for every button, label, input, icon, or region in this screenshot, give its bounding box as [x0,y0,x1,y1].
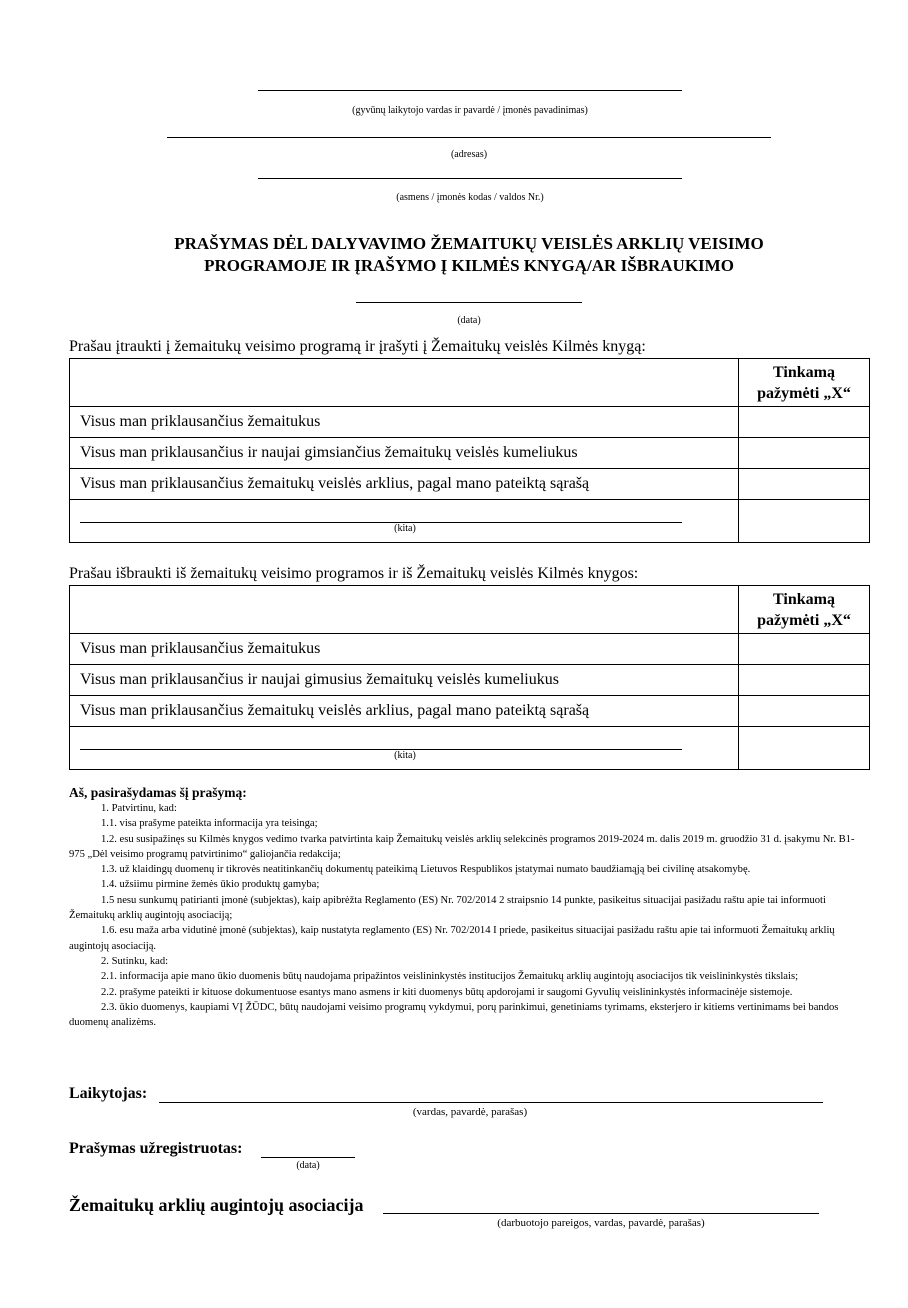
association-signature-line[interactable] [383,1213,819,1214]
declaration-item: 1.5 nesu sunkumų patirianti įmonė (subjektas), kaip apibrėžta Reglamento (ES) Nr. 702/2014 2 straipsnio 14 punkte, pasikeitus situacijai pasižadu raštu apie tai informuoti Žemaitukų arklių augintojų asociaciją; [69,894,826,922]
declaration-item: 1.3. už klaidingų duomenų ir tikrovės neatitinkančių dokumentų pateikimą Lietuvos Respublikos įstatymai numato baudžiamąją bei civilinę atsakomybę. [101,864,751,876]
association-label: Žemaitukų arklių augintojų asociacija [69,1195,364,1215]
holder-name-line[interactable] [258,90,682,91]
include-option-label: Visus man priklausančius žemaitukus [70,407,739,438]
exclude-mark-cell[interactable] [739,665,870,696]
include-mark-cell[interactable] [739,438,870,469]
include-option-label: Visus man priklausančius ir naujai gimsiančius žemaitukų veislės kumeliukus [70,438,739,469]
declaration-item: 2. Sutinku, kad: [101,955,169,967]
include-header-blank [70,359,739,407]
declaration-block [69,784,869,1030]
holder-signature-label: Laikytojas: [69,1085,148,1102]
exclude-table [69,585,870,770]
include-other-cell[interactable] [70,500,739,543]
document-title [60,233,878,277]
exclude-mark-cell[interactable] [739,727,870,770]
include-mark-cell[interactable] [739,407,870,438]
include-table [69,358,870,543]
holder-name-caption: (gyvūnų laikytojo vardas ir pavardė / įmonės pavadinimas) [352,105,588,116]
include-option-label: Visus man priklausančius žemaitukų veislės arklius, pagal mano pateiktą sąrašą [70,469,739,500]
include-mark-cell[interactable] [739,469,870,500]
exclude-mark-cell[interactable] [739,634,870,665]
registered-label: Prašymas užregistruotas: [69,1140,243,1157]
declaration-item: 1.1. visa prašyme pateikta informacija yra teisinga; [101,818,318,830]
registered-date-caption: (data) [296,1160,320,1171]
exclude-other-cell[interactable] [70,727,739,770]
exclude-mark-header [739,586,870,634]
holder-signature-caption: (vardas, pavardė, parašas) [412,1106,528,1118]
mark-header-line-2: pažymėti „X“ [757,611,851,629]
code-line[interactable] [258,178,682,179]
exclude-other-caption: (kita) [394,749,416,761]
exclude-option-label: Visus man priklausančius žemaitukų veislės arklius, pagal mano pateiktą sąrašą [70,696,739,727]
association-signature-caption: (darbuotojo pareigos, vardas, pavardė, parašas) [497,1217,705,1229]
declaration-item: 2.1. informacija apie mano ūkio duomenis būtų naudojama pripažintos veislininkystės institucijos Žemaitukų arklių augintojų asociacijos tik veislininkystės tikslais; [101,971,799,983]
declaration-item: 2.3. ūkio duomenys, kaupiami VĮ ŽŪDC, būtų naudojami veisimo programų vykdymui, porų parinkimui, genetiniams tyrimams, eksterjero ir kitiems vertinimams bei bandos duomenų analizėms. [69,1001,839,1029]
mark-header-line-1: Tinkamą [773,590,835,608]
exclude-header-blank [70,586,739,634]
declaration-item: 2.2. prašyme pateikti ir kituose dokumentuose esantys mano asmens ir kiti duomenys būtų apdorojami ir saugomi Gyvulių veislininkystės informacinėje sistemoje. [101,986,793,998]
exclude-lead: Prašau išbraukti iš žemaitukų veisimo programos ir iš Žemaitukų veislės Kilmės knygos: [69,565,639,582]
exclude-option-label: Visus man priklausančius žemaitukus [70,634,739,665]
title-line-1: PRAŠYMAS DĖL DALYVAVIMO ŽEMAITUKŲ VEISLĖS ARKLIŲ VEISIMO [174,234,764,253]
declaration-item: 1.2. esu susipažinęs su Kilmės knygos vedimo tvarka patvirtinta kaip Žemaitukų veislės arklių selekcinės programos 2019-2024 m. dalis 2019 m. gruodžio 31 d. įsakymu Nr. B1-975 „Dėl veisimo programų patvirtinimo“ galiojančia redakcija; [69,833,855,860]
declaration-item: 1.6. esu maža arba vidutinė įmonė (subjektas), kaip nustatyta reglamento (ES) Nr. 702/2014 I priede, pasikeitus situacijai pasižadu raštu apie tai informuoti Žemaitukų arklių augintojų asociaciją. [69,925,835,952]
declaration-item: 1.4. užsiimu pirmine žemės ūkio produktų gamyba; [101,879,320,891]
include-other-line[interactable] [80,508,682,523]
include-other-caption: (kita) [394,522,416,534]
declaration-heading: Aš, pasirašydamas šį prašymą: [69,785,247,800]
exclude-option-label: Visus man priklausančius ir naujai gimusius žemaitukų veislės kumeliukus [70,665,739,696]
include-mark-cell[interactable] [739,500,870,543]
address-line[interactable] [167,137,771,138]
date-caption: (data) [457,315,481,326]
include-mark-header [739,359,870,407]
title-line-2: PROGRAMOJE IR ĮRAŠYMO Į KILMĖS KNYGĄ/AR IŠBRAUKIMO [204,256,734,275]
date-line[interactable] [356,302,582,303]
address-caption: (adresas) [450,149,488,160]
exclude-other-line[interactable] [80,735,682,750]
declaration-item: 1. Patvirtinu, kad: [101,803,177,814]
include-lead: Prašau įtraukti į žemaitukų veisimo programą ir įrašyti į Žemaitukų veislės Kilmės knygą: [69,338,646,355]
exclude-mark-cell[interactable] [739,696,870,727]
code-caption: (asmens / įmonės kodas / valdos Nr.) [396,192,544,203]
holder-signature-line[interactable] [159,1102,823,1103]
mark-header-line-1: Tinkamą [773,363,835,381]
registered-date-line[interactable] [261,1157,355,1158]
mark-header-line-2: pažymėti „X“ [757,384,851,402]
